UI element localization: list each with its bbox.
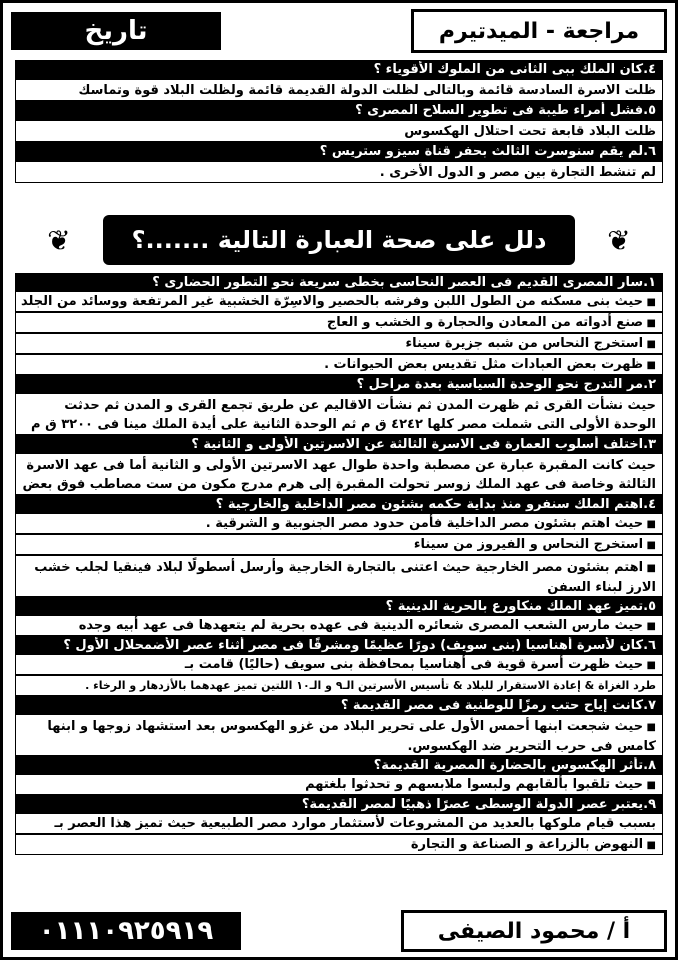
answer-row (15, 834, 663, 855)
question-row (15, 756, 663, 774)
question-text: ٦.لم يقم سنوسرت الثالث بحفر قناة سيزو ستريس ؟ (319, 144, 656, 159)
answer-text: حيث كانت المقبرة عبارة عن مصطبة واحدة طوال عهد الاسرتين الأولى و الثانية أما فى عهد الاسرة الثالثة وخاصة فى عهد الملك زوسر تحولت المقبرة إلى هرم مدرج مكون من ست مصاطب فوق بعض (22, 458, 656, 492)
question-row (15, 795, 663, 813)
answer-text: ■ استخرج النحاس من شبه جزيرة سيناء (405, 336, 656, 351)
answer-text: ■ حيث اهتم بشئون مصر الداخلية فأمن حدود مصر الجنوبية و الشرقية . (206, 516, 656, 531)
answer-row (15, 79, 663, 101)
answer-row (15, 161, 663, 183)
top-question-list (15, 60, 663, 183)
question-row (15, 435, 663, 453)
question-row (15, 101, 663, 120)
question-row (15, 696, 663, 714)
answer-row (15, 675, 663, 696)
section-banner: دلل على صحة العبارة التالية .......؟ (103, 215, 575, 265)
page-header (11, 11, 667, 51)
question-text: ٤.اهتم الملك سنفرو منذ بداية حكمه بشئون مصر الداخلية والخارجية ؟ (215, 496, 656, 512)
answer-row (15, 393, 663, 435)
review-title: مراجعة - الميدتيرم (411, 9, 667, 53)
answer-text: بسبب قيام ملوكها بالعديد من المشروعات لأستثمار موارد مصر الطبيعية حيث تميز هذا العصر بـ (54, 816, 656, 831)
answer-text: حيث نشأت القرى ثم ظهرت المدن ثم نشأت الاقاليم عن طريق تجمع القرى و المدن ثم حدثت الوحدة الأولى التى شملت مصر كلها ٤٢٤٢ ق م ثم الوحدة الثانية على أيدة الملك مينا فى ٣٢٠٠ ق م (31, 398, 656, 432)
answer-row (15, 513, 663, 534)
question-text: ٣.اختلف أسلوب العمارة فى الاسرة الثالثة عن الاسرتين الأولى و الثانية ؟ (191, 436, 656, 452)
answer-text: طرد الغزاة & إعادة الاستقرار للبلاد & تأسيس الأسرتين الـ٩ و الـ١٠ اللتين تميز عهدهما بالأزدهار و الرخاء . (85, 679, 656, 692)
question-text: ٩.يعتبر عصر الدولة الوسطى عصرًا ذهبيًا لمصر القديمة؟ (301, 796, 656, 812)
answer-text: ■ النهوض بالزراعة و الصناعة و التجارة (411, 837, 656, 852)
teacher-name: أ / محمود الصيفى (401, 910, 667, 952)
answer-row (15, 291, 663, 312)
page-footer (11, 911, 667, 951)
answer-text: ظلت الاسرة السادسة قائمة وبالتالى لظلت الدولة القديمة قائمة ولظلت البلاد قوة وتماسك (78, 82, 656, 98)
answer-text: ■ حيث بنى مسكنه من الطول اللبن وفرشه بالحصير والاسِرّة الخشبية غير المرتفعة ووسائد من الجلد (21, 294, 656, 309)
question-row (15, 495, 663, 513)
answer-row (15, 654, 663, 675)
question-text: ٧.كانت إياح حتب رمزًا للوطنية فى مصر القديمة ؟ (340, 697, 656, 713)
ornament-right-icon: ❦ (607, 223, 631, 257)
answer-text: لم تنشط التجارة بين مصر و الدول الأخرى . (379, 164, 656, 180)
question-row (15, 273, 663, 291)
answer-text: ■ حيث شجعت ابنها أحمس الأول على تحرير البلاد من غزو الهكسوس بعد استشهاد زوجها و ابنها كامس فى حرب التحرير ضد الهكسوس. (22, 717, 656, 756)
answer-row (15, 354, 663, 375)
answer-text: ■ استخرج النحاس و الفيروز من سيناء (414, 537, 656, 552)
question-text: ١.سار المصرى القديم فى العصر النحاسى بخطى سريعة نحو التطور الحضارى ؟ (152, 274, 656, 290)
answer-text: ■ ظهرت بعض العبادات مثل تقديس بعض الحيوانات . (324, 357, 656, 372)
phone-number: ٠١١١٠٩٢٥٩١٩ (11, 912, 241, 950)
question-text: ٢.مر التدرج نحو الوحدة السياسية بعدة مراحل ؟ (356, 376, 656, 392)
answer-text: ■ حيث ظهرت أسرة قوية فى أهناسيا بمحافظة بنى سويف (حاليًا) قامت بـ (185, 657, 656, 672)
answer-row (15, 714, 663, 756)
question-text: ٦.كان لأسرة أهناسيا (بنى سويف) دورًا عظيمًا ومشرقًا فى مصر أثناء عصر الأضمحلال الأول ؟ (63, 637, 656, 653)
answer-text: ■ اهتم بشئون مصر الخارجية حيث اعتنى بالتجارة الخارجية وأرسل أسطولًا لبلاد فينقيا لجلب خشب الارز لبناء السفن (22, 558, 656, 597)
answer-row (15, 312, 663, 333)
question-row (15, 60, 663, 79)
answer-row (15, 615, 663, 636)
answer-row (15, 120, 663, 142)
question-text: ٥.تميز عهد الملك منكاورع بالحرية الدينية ؟ (385, 598, 656, 614)
question-row (15, 375, 663, 393)
answer-row (15, 813, 663, 834)
answer-text: ■ حيث تلقبوا بألقابهم ولبسوا ملابسهم و تحدثوا بلغتهم (305, 777, 656, 792)
question-row (15, 142, 663, 161)
answer-row (15, 534, 663, 555)
question-row (15, 636, 663, 654)
answer-text: ظلت البلاد قابعة تحت احتلال الهكسوس (404, 123, 656, 139)
ornament-left-icon: ❦ (47, 223, 71, 257)
question-text: ٥.فشل أمراء طيبة فى تطوير السلاح المصرى ؟ (355, 103, 656, 118)
subject-title: تاريخ (11, 12, 221, 50)
main-question-list (15, 273, 663, 855)
answer-text: ■ صنع أدواته من المعادن والحجارة و الخشب و العاج (327, 315, 656, 330)
answer-text: ■ حيث مارس الشعب المصرى شعائره الدينية فى عهده بحرية لم يتعهدها فى عهد أبيه وجده (79, 618, 656, 633)
answer-row (15, 453, 663, 495)
answer-row (15, 333, 663, 354)
question-text: ٤.كان الملك ببى الثانى من الملوك الأقوياء ؟ (373, 62, 656, 77)
answer-row (15, 774, 663, 795)
question-text: ٨.تأثر الهكسوس بالحضارة المصرية القديمة؟ (373, 757, 656, 773)
question-row (15, 597, 663, 615)
answer-row (15, 555, 663, 597)
